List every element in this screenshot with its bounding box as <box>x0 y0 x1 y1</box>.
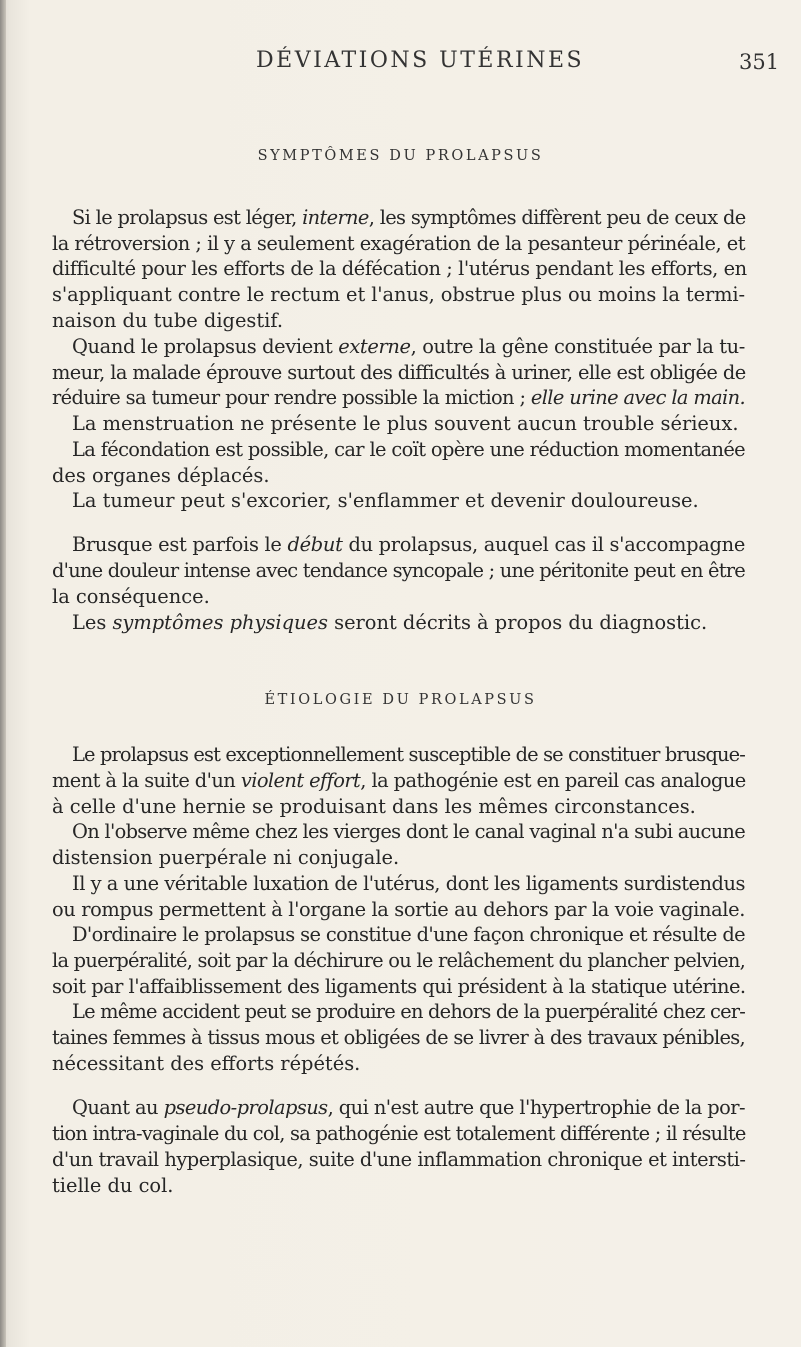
text-line <box>52 1148 745 1172</box>
text-run: Le prolapsus est exceptionnellement susceptible de se constituer brusque- <box>72 743 745 766</box>
text-line <box>72 335 745 359</box>
text-line <box>52 975 746 999</box>
text-line <box>72 611 707 635</box>
text-run: du prolapsus, auquel cas il s'accompagne <box>342 533 746 556</box>
text-run: ment à la suite d'un <box>52 769 241 792</box>
text-line <box>72 1096 745 1120</box>
text-line <box>52 949 745 973</box>
section-title-symptomes: SYMPTÔMES DU PROLAPSUS <box>257 148 544 164</box>
emphasis-text: symptômes physiques <box>112 611 328 634</box>
text-run: Le même accident peut se produire en dehors de la puerpéralité chez cer- <box>72 1000 745 1023</box>
emphasis-text: interne <box>302 206 369 229</box>
text-line <box>52 283 745 307</box>
text-run: Brusque est parfois le <box>72 533 288 556</box>
text-line <box>52 795 696 819</box>
text-run: d'un travail hyperplasique, suite d'une inflammation chronique et intersti- <box>52 1148 746 1171</box>
page-number: 351 <box>739 50 780 74</box>
text-run: la puerpéralité, soit par la déchirure ou le relâchement du plancher pelvien, <box>52 949 745 972</box>
text-line <box>52 464 270 488</box>
text-line <box>72 206 746 230</box>
text-line <box>72 820 745 844</box>
running-title: DÉVIATIONS UTÉRINES <box>256 48 585 73</box>
text-run: soit par l'affaiblissement des ligaments qui président à la statique utérine. <box>52 975 746 998</box>
text-line <box>52 257 747 281</box>
text-run: , les symptômes diffèrent peu de ceux de <box>368 206 746 229</box>
text-run: On l'observe même chez les vierges dont le canal vaginal n'a subi aucune <box>72 820 745 843</box>
text-run: La menstruation ne présente le plus souvent aucun trouble sérieux. <box>72 412 739 435</box>
text-line <box>52 585 210 609</box>
text-run: la rétroversion ; il y a seulement exagération de la pesanteur périnéale, et <box>52 232 745 255</box>
text-run: à celle d'une hernie se produisant dans les mêmes circonstances. <box>52 795 696 818</box>
text-line <box>52 1174 173 1198</box>
text-run: difficulté pour les efforts de la défécation ; l'utérus pendant les efforts, en <box>52 257 747 280</box>
text-line <box>52 898 745 922</box>
text-run: s'appliquant contre le rectum et l'anus, obstrue plus ou moins la termi- <box>52 283 745 306</box>
text-line <box>72 533 745 557</box>
text-line <box>52 1052 360 1076</box>
text-run: Quant au <box>72 1096 164 1119</box>
text-line <box>72 1000 745 1024</box>
text-run: , la pathogénie est en pareil cas analogue <box>360 769 746 792</box>
text-run: taines femmes à tissus mous et obligées de se livrer à des travaux pénibles, <box>52 1026 745 1049</box>
text-run: naison du tube digestif. <box>52 309 284 332</box>
text-line <box>72 412 739 436</box>
emphasis-text: début <box>287 533 343 556</box>
text-run: Les <box>72 611 113 634</box>
text-line <box>72 923 745 947</box>
text-line <box>52 232 745 256</box>
section-title-etiologie: ÉTIOLOGIE DU PROLAPSUS <box>264 692 537 708</box>
text-run: , outre la gêne constituée par la tu- <box>410 335 745 358</box>
text-run: réduire sa tumeur pour rendre possible la miction ; <box>52 386 531 409</box>
text-run: nécessitant des efforts répétés. <box>52 1052 361 1075</box>
text-line <box>52 1026 745 1050</box>
text-line <box>52 309 283 333</box>
text-line <box>72 438 745 462</box>
text-line <box>52 386 745 410</box>
text-run: La tumeur peut s'excorier, s'enflammer et devenir douloureuse. <box>72 489 699 512</box>
text-run: meur, la malade éprouve surtout des difficultés à uriner, elle est obligée de <box>52 361 746 384</box>
text-line <box>72 489 699 513</box>
text-run: tielle du col. <box>52 1174 174 1197</box>
text-run: distension puerpérale ni conjugale. <box>52 846 400 869</box>
text-run: tion intra-vaginale du col, sa pathogénie est totalement différente ; il résulte <box>52 1122 746 1145</box>
text-line <box>52 361 746 385</box>
text-line <box>52 769 746 793</box>
text-run: ou rompus permettent à l'organe la sortie au dehors par la voie vaginale. <box>52 898 745 921</box>
text-run: Si le prolapsus est léger, <box>72 206 303 229</box>
text-run: d'une douleur intense avec tendance syncopale ; une péritonite peut en être <box>52 559 745 582</box>
text-line <box>52 559 745 583</box>
text-run: des organes déplacés. <box>52 464 270 487</box>
text-run: , qui n'est autre que l'hypertrophie de la por- <box>327 1096 745 1119</box>
text-run: Quand le prolapsus devient <box>72 335 339 358</box>
text-run: la conséquence. <box>52 585 210 608</box>
emphasis-text: pseudo-prolapsus <box>163 1096 328 1119</box>
emphasis-text: externe <box>338 335 411 358</box>
text-line <box>52 846 399 870</box>
text-run: La fécondation est possible, car le coït opère une réduction momentanée <box>72 438 745 461</box>
text-run: seront décrits à propos du diagnostic. <box>327 611 708 634</box>
text-run: D'ordinaire le prolapsus se constitue d'une façon chronique et résulte de <box>72 923 745 946</box>
text-line <box>52 1122 746 1146</box>
emphasis-text: elle urine avec la main. <box>530 386 745 409</box>
text-line <box>72 743 745 767</box>
text-run: Il y a une véritable luxation de l'utérus, dont les ligaments surdistendus <box>72 872 745 895</box>
text-line <box>72 872 745 896</box>
emphasis-text: violent effort <box>240 769 361 792</box>
